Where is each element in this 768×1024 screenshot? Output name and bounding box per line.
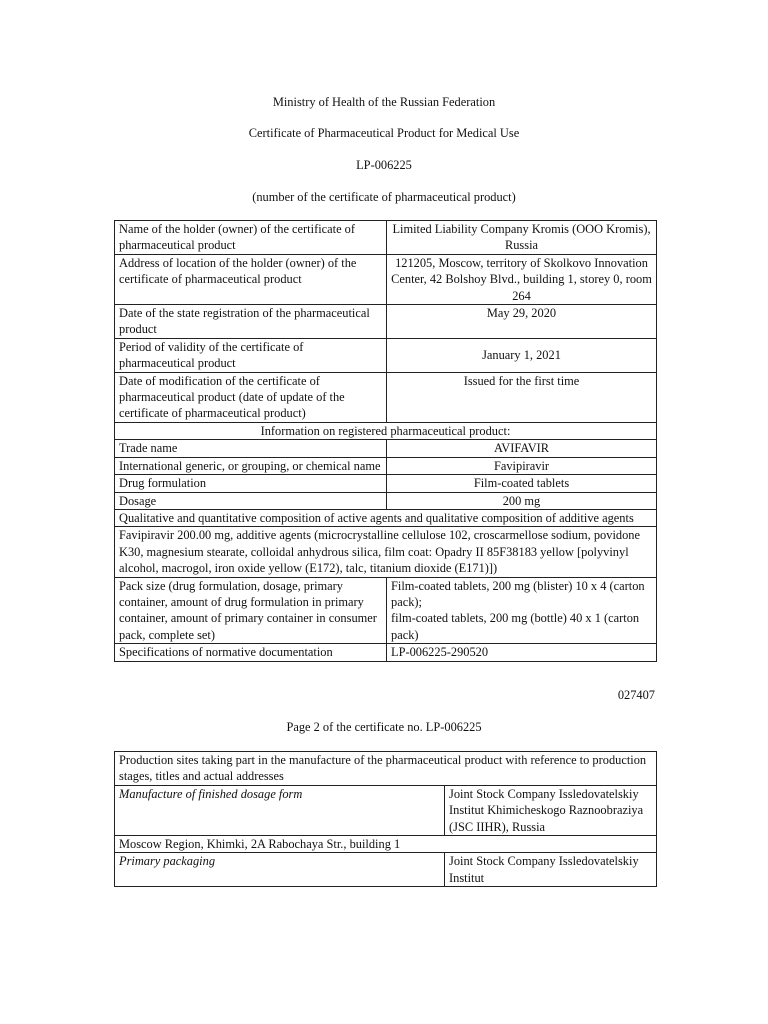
certificate-title: Certificate of Pharmaceutical Product for Medical Use [248,126,520,140]
generic-name-value: Favipiravir [387,457,657,474]
pack-size-value [387,577,657,644]
table-row [115,577,657,644]
production-sites-heading: Production sites taking part in the manufacture of the pharmaceutical product with reference to production stages, titles and actual addresses [115,752,657,786]
stage-primary-packaging-company: Joint Stock Company Issledovatelskiy Institut [445,853,657,887]
pack-size-line: Film-coated tablets, 200 mg (blister) 10 x 4 (carton pack); [391,578,645,609]
pack-size-label: Pack size (drug formulation, dosage, primary container, amount of drug formulation in primary container, amount of primary container in consumer pack, complete set) [115,577,387,644]
dosage-value: 200 mg [387,492,657,509]
table-row [115,509,657,526]
composition-value: Favipiravir 200.00 mg, additive agents (microcrystalline cellulose 102, croscarmellose sodium, povidone K30, magnesium stearate, colloidal anhydrous silica, film coat: Opadry II 85F38183 yellow [polyvinyl alcohol, macrogol, iron oxide yellow (E172), talc, titanium dioxide (E171)]) [115,527,657,577]
address-value: 121205, Moscow, territory of Skolkovo Innovation Center, 42 Bolshoy Blvd., building 1, storey 0, room 264 [387,254,657,304]
address-label: Address of location of the holder (owner) of the certificate of pharmaceutical product [115,254,387,304]
table-row [115,527,657,577]
table-row [115,836,657,853]
specifications-value: LP-006225-290520 [387,644,657,661]
specifications-label: Specifications of normative documentation [115,644,387,661]
table-row [115,785,657,835]
stage-manufacture-company: Joint Stock Company Issledovatelskiy Institut Khimicheskogo Raznoobraziya (JSC IIHR), Russia [445,785,657,835]
formulation-value: Film-coated tablets [387,475,657,492]
table-row [115,475,657,492]
table-row [115,457,657,474]
page-2-title: Page 2 of the certificate no. LP-006225 [286,720,482,734]
table-row [115,492,657,509]
table-row [115,254,657,304]
validity-label: Period of validity of the certificate of pharmaceutical product [115,338,387,372]
table-row [115,372,657,422]
table-row [115,440,657,457]
table-row [115,853,657,887]
formulation-label: Drug formulation [115,475,387,492]
product-info-heading: Information on registered pharmaceutical product: [115,422,657,439]
table-row [115,221,657,255]
table-row [115,305,657,339]
generic-name-label: International generic, or grouping, or chemical name [115,457,387,474]
stage-manufacture-address: Moscow Region, Khimki, 2A Rabochaya Str., building 1 [115,836,657,853]
production-sites-table [114,751,657,887]
trade-name-label: Trade name [115,440,387,457]
stage-manufacture-label: Manufacture of finished dosage form [115,785,445,835]
certificate-number-note: (number of the certificate of pharmaceutical product) [252,190,516,204]
holder-value: Limited Liability Company Kromis (OOO Kromis), Russia [387,221,657,255]
trade-name-value: AVIFAVIR [387,440,657,457]
table-row [115,422,657,439]
registration-date-label: Date of the state registration of the pharmaceutical product [115,305,387,339]
table-row [115,338,657,372]
stage-primary-packaging-label: Primary packaging [115,853,445,887]
holder-label: Name of the holder (owner) of the certificate of pharmaceutical product [115,221,387,255]
certificate-details-table [114,220,657,662]
certificate-number: LP-006225 [356,158,412,172]
modification-label: Date of modification of the certificate of pharmaceutical product (date of update of the certificate of pharmaceutical product) [115,372,387,422]
pack-size-line: film-coated tablets, 200 mg (bottle) 40 x 1 (carton pack) [391,611,640,642]
table-row [115,644,657,661]
dosage-label: Dosage [115,492,387,509]
ministry-heading: Ministry of Health of the Russian Federation [272,95,496,109]
document-serial-number: 027407 [617,688,655,702]
validity-value: January 1, 2021 [387,338,657,372]
composition-heading: Qualitative and quantitative composition of active agents and qualitative composition of additive agents [115,509,657,526]
modification-value: Issued for the first time [387,372,657,422]
registration-date-value: May 29, 2020 [387,305,657,339]
table-row [115,752,657,786]
